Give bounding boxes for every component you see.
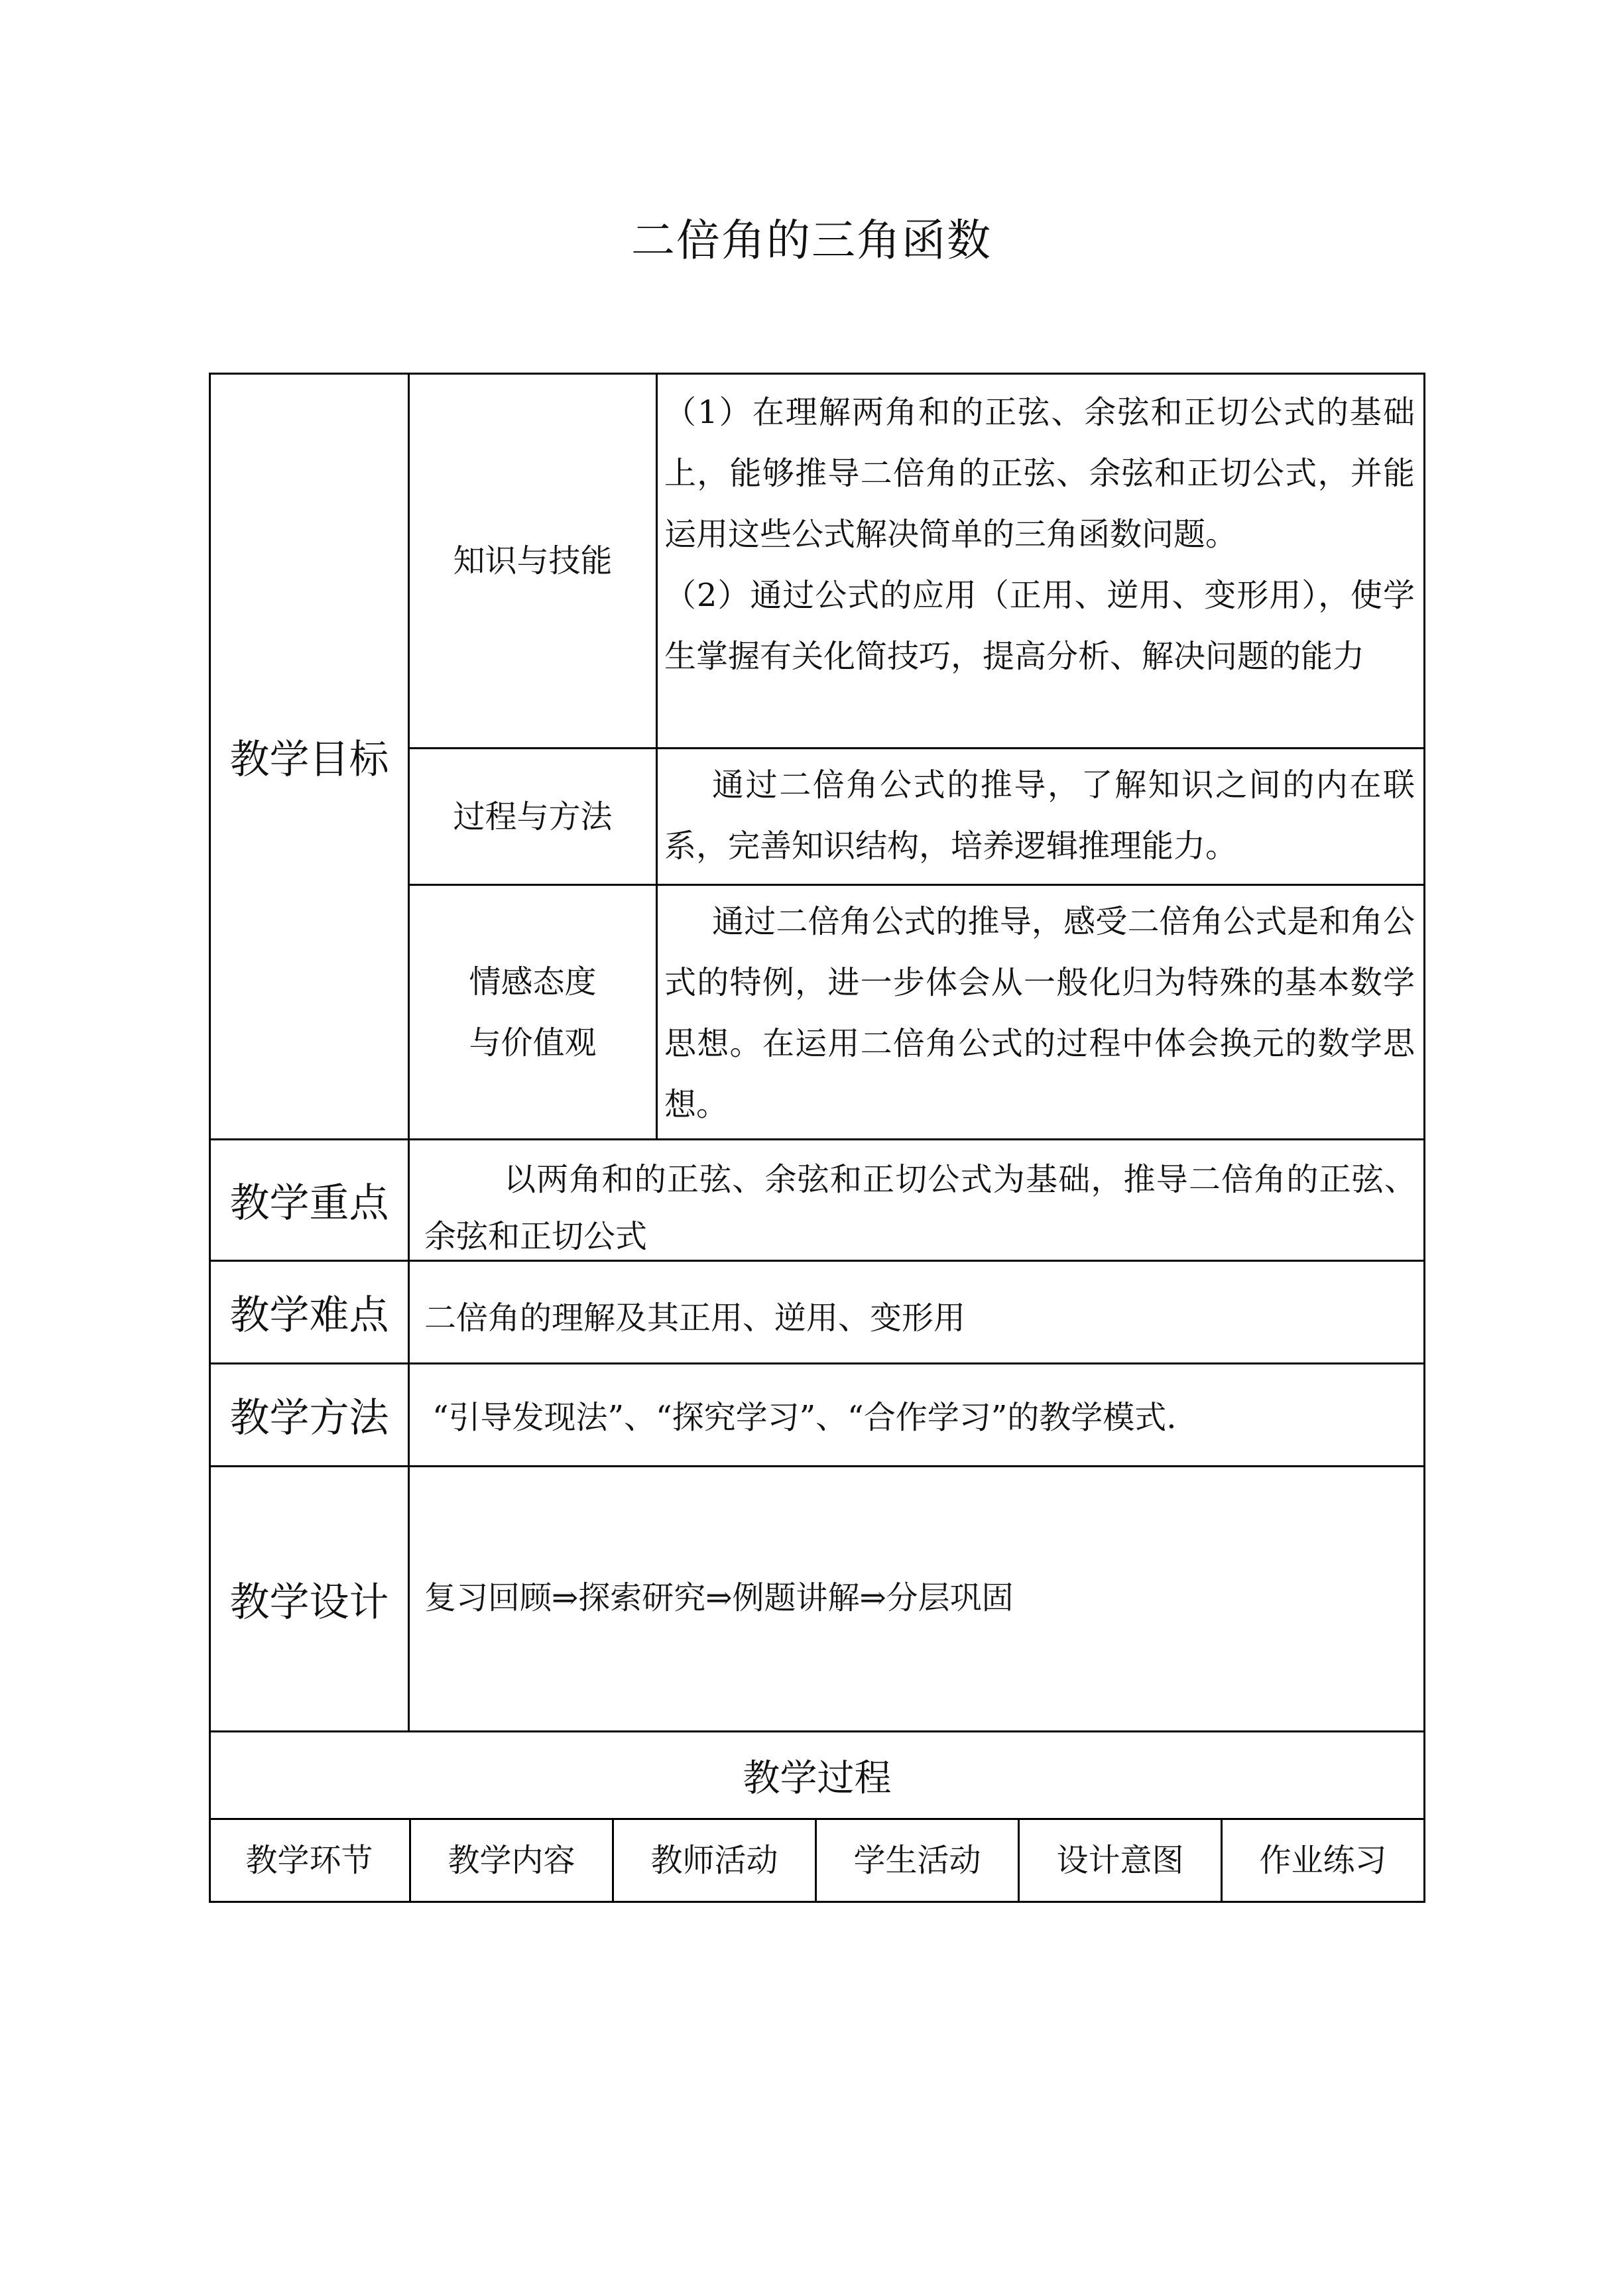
methods-text: “引导发现法”、“探究学习”、“合作学习”的教学模式.	[432, 1399, 1177, 1436]
key-points-text: 以两角和的正弦、余弦和正切公式为基础，推导二倍角的正弦、余弦和正切公式	[424, 1161, 1416, 1255]
column-header: 教学环节	[245, 1842, 373, 1879]
column-header: 学生活动	[853, 1842, 981, 1879]
page-title: 二倍角的三角函数	[631, 215, 992, 266]
objectives-label: 教学目标	[229, 737, 389, 783]
knowledge-paragraph-2: （2）通过公式的应用（正用、逆用、变形用），使学生掌握有关化简技巧，提高分析、解决问题的能力	[664, 577, 1415, 675]
design-text: 复习回顾⇒探索研究⇒例题讲解⇒分层巩固	[424, 1579, 1014, 1616]
difficulties-label: 教学难点	[229, 1292, 389, 1339]
emotion-label-line-1: 情感态度	[469, 963, 597, 1000]
emotion-label	[410, 886, 656, 1138]
key-points-label: 教学重点	[229, 1180, 389, 1227]
column-divider	[656, 373, 658, 1140]
column-header: 设计意图	[1056, 1842, 1184, 1879]
table-border-right	[1423, 373, 1425, 1903]
design-label: 教学设计	[229, 1579, 389, 1626]
methods-label: 教学方法	[229, 1395, 389, 1441]
column-header: 教学内容	[448, 1842, 575, 1879]
knowledge-text	[664, 382, 1415, 687]
difficulties-text: 二倍角的理解及其正用、逆用、变形用	[424, 1299, 966, 1337]
knowledge-paragraph-1: （1）在理解两角和的正弦、余弦和正切公式的基础上，能够推导二倍角的正弦、余弦和正切公式，并能运用这些公式解决简单的三角函数问题。	[664, 394, 1415, 553]
column-header: 作业练习	[1259, 1842, 1387, 1879]
process-label: 过程与方法	[453, 798, 613, 835]
knowledge-label: 知识与技能	[453, 542, 613, 579]
process-text: 通过二倍角公式的推导，了解知识之间的内在联系，完善知识结构，培养逻辑推理能力。	[664, 766, 1415, 865]
emotion-text: 通过二倍角公式的推导，感受二倍角公式是和角公式的特例，进一步体会从一般化归为特殊的基本数学思想。在运用二倍角公式的过程中体会换元的数学思想。	[664, 903, 1415, 1123]
column-header: 教师活动	[650, 1842, 778, 1879]
process-section-heading: 教学过程	[743, 1756, 892, 1800]
emotion-label-line-2: 与价值观	[469, 1024, 597, 1061]
table-border-bottom	[209, 1901, 1425, 1903]
